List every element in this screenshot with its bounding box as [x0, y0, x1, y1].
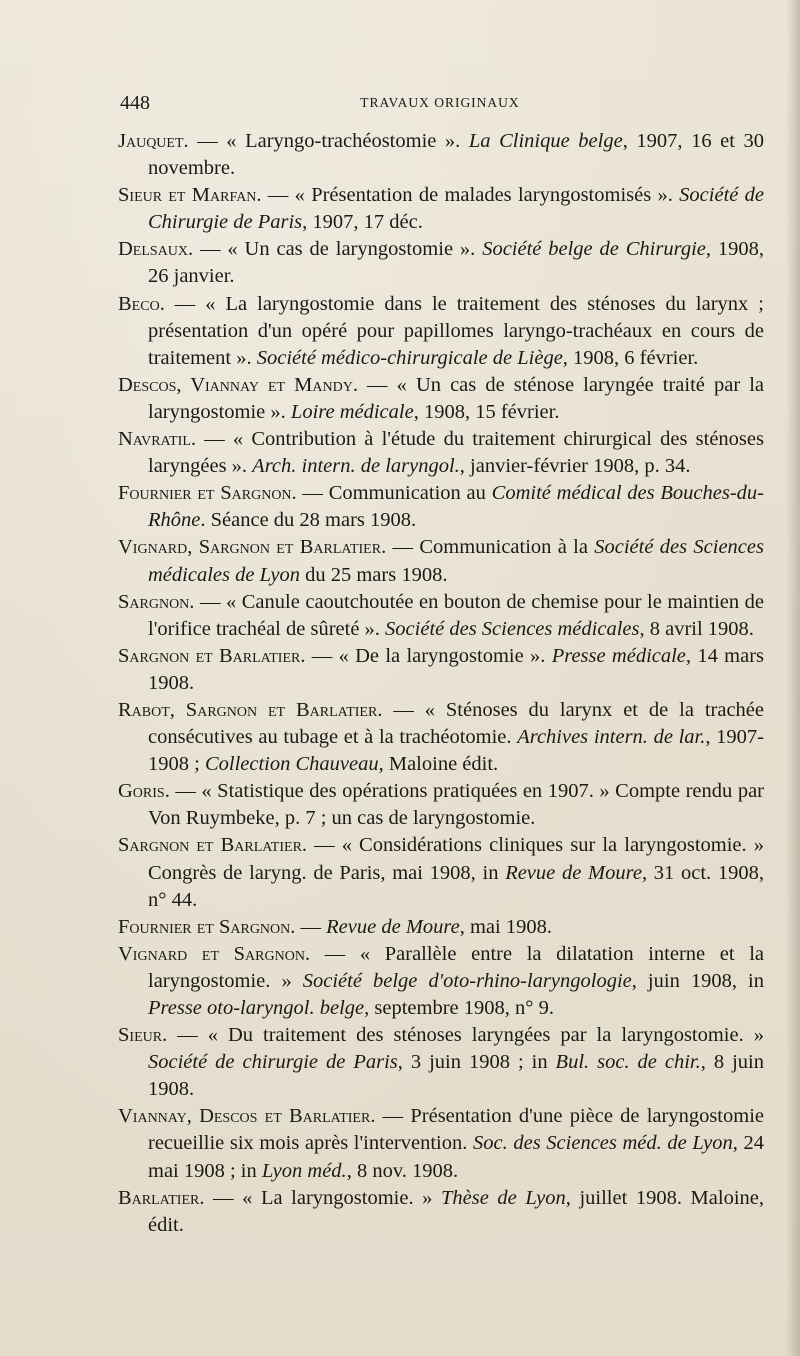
bibliography-entry: [118, 372, 764, 426]
entry-tail: du 25 mars 1908.: [299, 563, 448, 586]
entry-tail: , 1907, 17 déc.: [302, 211, 423, 234]
page-number: 448: [120, 92, 150, 114]
bibliography-entry: [118, 832, 764, 913]
entry-source: Presse médicale: [551, 644, 686, 667]
entry-source: Arch. intern. de laryngol.: [252, 455, 460, 478]
bibliography-entry: [118, 778, 764, 832]
entry-source: Société des Sciences médicales de Lyon: [148, 536, 764, 586]
entry-tail: , 1908, 15 février.: [413, 400, 560, 423]
entry-tail-secondary: , 8 nov. 1908.: [346, 1159, 459, 1182]
bibliography-entry: [118, 1103, 764, 1184]
entry-authors: Sargnon: [118, 590, 190, 613]
entry-tail-secondary: , septembre 1908, n° 9.: [364, 997, 554, 1019]
entry-text: . — « Du traitement des sténoses laryngées par la laryngostomie. »: [162, 1024, 764, 1047]
entry-tail: , 24 mai 1908 ; in: [148, 1132, 765, 1182]
entry-tail: , 1907-1908 ;: [148, 726, 764, 776]
bibliography-entry: [118, 236, 764, 290]
entry-tail: , janvier-février 1908, p. 34.: [459, 455, 691, 478]
entry-source-secondary: Collection Chauveau: [204, 753, 379, 776]
entry-tail: , 14 mars 1908.: [148, 644, 765, 694]
entry-text: . — « La laryngostomie. »: [199, 1186, 441, 1209]
entry-authors: Sieur: [118, 1024, 163, 1047]
entry-tail: , mai 1908.: [459, 915, 552, 938]
entry-source-secondary: Presse oto-laryngol. belge: [148, 997, 365, 1019]
entry-source: Thèse de Lyon: [441, 1186, 566, 1209]
entry-authors: Sieur et Marfan: [118, 184, 257, 207]
entry-text: . — « La laryngostomie dans le traitement des sténoses du larynx ; présentation d'un opéré pour papillomes laryngo-trachéaux en cours de traitement ».: [148, 292, 764, 369]
entry-source: Société belge de Chirurgie: [482, 238, 706, 261]
entry-text: . — « Laryngo-trachéostomie ».: [183, 130, 469, 152]
bibliography-entry: [118, 182, 764, 236]
entry-authors: Fournier et Sargnon: [118, 915, 291, 938]
bibliography-entry: [118, 697, 764, 778]
entry-source: Société des Sciences médicales: [385, 617, 640, 640]
entry-tail: , 3 juin 1908 ; in: [397, 1051, 556, 1074]
bibliography-entry: [118, 291, 764, 372]
entry-text: . — Présentation d'une pièce de laryngostomie recueillie six mois après l'intervention.: [148, 1105, 764, 1155]
entry-text: . — « De la laryngostomie ».: [300, 644, 552, 667]
entry-tail: , 31 oct. 1908, n° 44.: [148, 861, 765, 911]
entry-text: . — « Présentation de malades laryngostomisés ».: [256, 184, 680, 207]
bibliography-entry: [118, 1185, 764, 1239]
entry-authors: Delsaux: [118, 238, 189, 261]
entry-source: Soc. des Sciences méd. de Lyon: [473, 1132, 733, 1155]
entry-tail: , 1908, 26 janvier.: [148, 238, 765, 288]
entry-authors: Viannay, Descos et Barlatier: [118, 1105, 371, 1128]
bibliography-entry: [118, 426, 764, 480]
entry-text: . — « Un cas de laryngostomie ».: [188, 238, 483, 261]
entry-tail: , 1908, 6 février.: [562, 346, 699, 369]
entry-text: . — « Canule caoutchoutée en bouton de chemise pour le maintien de l'orifice trachéal de sûreté ».: [148, 590, 764, 640]
entry-source-secondary: Lyon méd.: [261, 1159, 347, 1182]
entry-tail-secondary: , Maloine édit.: [378, 753, 499, 776]
entry-authors: Vignard, Sargnon et Barlatier: [118, 536, 382, 559]
entry-text: . — « Considérations cliniques sur la laryngostomie. » Congrès de laryng. de Paris, mai 1908, in: [148, 834, 764, 884]
entry-authors: Vignard et Sargnon: [118, 942, 305, 965]
entry-source-secondary: Bul. soc. de chir.: [555, 1051, 701, 1074]
entry-text: . — « Parallèle entre la dilatation interne et la laryngostomie. »: [148, 942, 765, 992]
entry-source: Revue de Moure: [505, 861, 642, 884]
entry-source: Archives intern. de lar.: [517, 726, 706, 749]
entry-authors: Sargnon et Barlatier: [118, 644, 301, 667]
bibliography-entry: [118, 1022, 764, 1103]
entry-authors: Goris: [118, 780, 165, 803]
entry-tail: . Séance du 28 mars 1908.: [200, 509, 417, 532]
entry-source: Société de Chirurgie de Paris: [148, 184, 765, 234]
entry-tail: , juillet 1908. Maloine, édit.: [148, 1186, 764, 1236]
entry-authors: Fournier et Sargnon: [118, 482, 292, 505]
entry-authors: Navratil: [118, 428, 191, 451]
bibliography-entry: [118, 914, 764, 941]
bibliography-entry: [118, 643, 764, 697]
bibliography-entry: [118, 128, 764, 182]
entry-authors: Barlatier: [118, 1186, 200, 1209]
entry-authors: Jauquet: [118, 130, 184, 152]
entry-authors: Sargnon et Barlatier: [118, 834, 302, 857]
entry-tail: , 8 avril 1908.: [639, 617, 754, 640]
entry-source: Société médico-chirurgicale de Liège: [256, 346, 563, 369]
entry-tail-secondary: , 8 juin 1908.: [148, 1051, 764, 1101]
entry-source: Société belge d'oto-rhino-laryngologie: [302, 969, 632, 992]
entry-text: . — Communication au: [291, 482, 492, 505]
entry-text: . — « Un cas de sténose laryngée traité par la laryngostomie ».: [148, 373, 765, 423]
entry-text: . — « Sténoses du larynx et de la trachée consécutives au tubage et à la trachéotomie.: [148, 698, 764, 749]
entry-source: Revue de Moure: [326, 915, 460, 938]
entry-tail: , juin 1908, in: [631, 969, 764, 992]
page-header: [120, 92, 760, 116]
entry-authors: Beco: [118, 292, 160, 315]
bibliography-entry: [118, 941, 764, 1022]
bibliography-entry: [118, 534, 764, 588]
running-title: TRAVAUX ORIGINAUX: [360, 95, 520, 110]
entry-source: La Clinique belge: [468, 130, 623, 152]
entry-text: . —: [290, 915, 327, 938]
entry-text: . — « Statistique des opérations pratiquées en 1907. » Compte rendu par Von Ruymbeke, p. 7 ; un cas de laryngostomie.: [148, 780, 764, 830]
entry-authors: Rabot, Sargnon et Barlatier: [118, 698, 378, 721]
page-edge-shadow: [786, 0, 800, 1356]
entry-source: Loire médicale: [290, 400, 414, 423]
entry-text: . — « Contribution à l'étude du traitement chirurgical des sténoses laryngées ».: [148, 428, 764, 478]
bibliography-entry: [118, 480, 764, 534]
entry-text: . — Communication à la: [381, 536, 595, 559]
entry-source: Société de chirurgie de Paris: [148, 1051, 398, 1074]
entry-source: Comité médical des Bouches-du-Rhône: [148, 482, 764, 532]
entry-tail: , 1907, 16 et 30 novembre.: [148, 130, 765, 180]
entry-authors: Descos, Viannay et Mandy: [118, 373, 353, 396]
bibliography-list: [118, 128, 764, 1239]
bibliography-entry: [118, 589, 764, 643]
